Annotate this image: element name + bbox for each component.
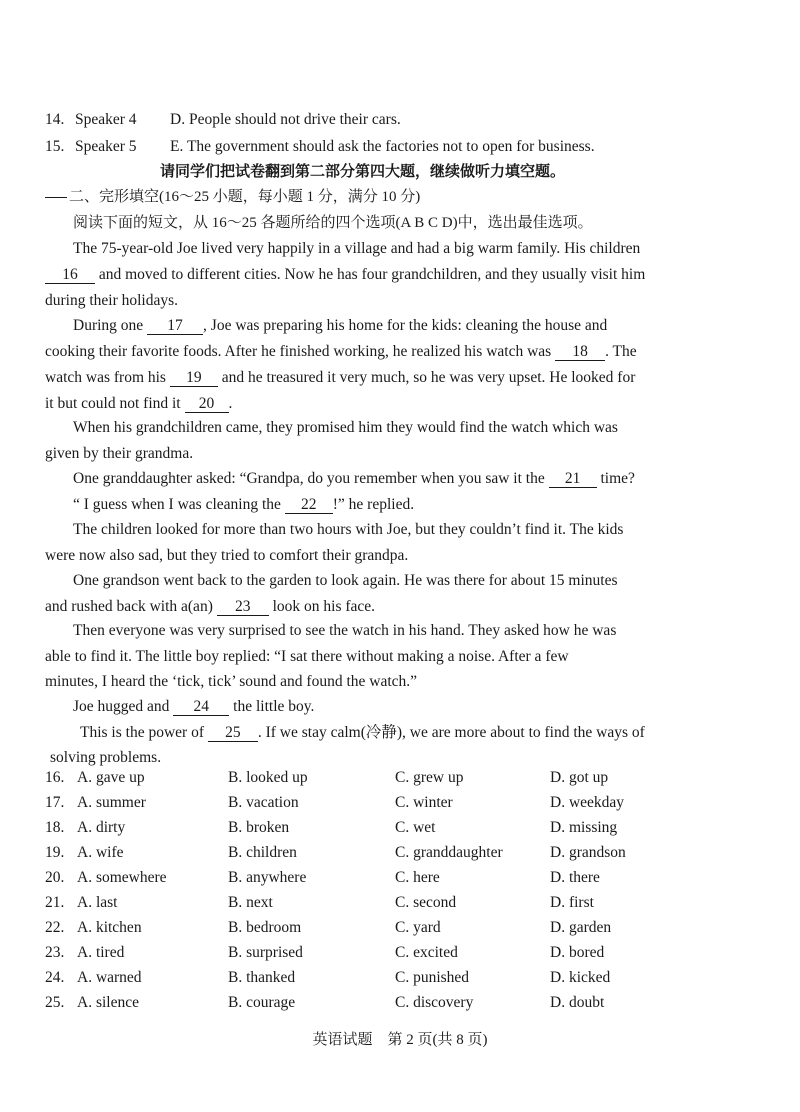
passage-text: . The: [605, 343, 637, 360]
passage-line: The 75-year-old Joe lived very happily in a village and had a big warm family. His children: [73, 240, 641, 257]
passage-text: . If we stay calm(冷静), we are more about to find the ways of: [257, 724, 645, 741]
passage-text: cooking their favorite foods. After he finished working, he realized his watch was: [45, 343, 556, 360]
option-c: C. excited: [395, 944, 458, 961]
passage-line: able to find it. The little boy replied: “I sat there without making a noise. After a few: [45, 648, 569, 665]
passage-text: and rushed back with a(an): [45, 598, 217, 615]
option-d: D. first: [550, 894, 594, 911]
option-a: A. silence: [77, 994, 139, 1011]
passage-text: .: [228, 395, 233, 412]
question-number: 18.: [45, 819, 65, 836]
passage-line: minutes, I heard the ‘tick, tick’ sound and found the watch.”: [45, 673, 418, 690]
question-number: 16.: [45, 769, 65, 786]
blank-22: 22: [285, 496, 333, 514]
option-b: B. bedroom: [228, 919, 302, 936]
option-a: A. gave up: [77, 769, 145, 786]
speaker-label: Speaker 5: [75, 138, 137, 155]
option-a: A. kitchen: [77, 919, 142, 936]
passage-text: “ I guess when I was cleaning the: [73, 496, 285, 513]
passage-line: solving problems.: [50, 749, 162, 766]
passage-line: [73, 469, 635, 489]
blank-18: 18: [555, 343, 605, 361]
option-c: C. here: [395, 869, 440, 886]
instruction-text: 阅读下面的短文，从 16～25 各题所给的四个选项(A B C D)中，选出最佳选项。: [73, 215, 593, 231]
passage-text: One granddaughter asked: “Grandpa, do you remember when you saw it the: [73, 470, 549, 487]
passage-text: During one: [73, 317, 148, 334]
question-number: 25.: [45, 994, 65, 1011]
option-c: C. granddaughter: [395, 844, 503, 861]
passage-text: look on his face.: [268, 598, 376, 615]
option-d: D. garden: [550, 919, 612, 936]
passage-line: [73, 316, 607, 336]
option-row: [45, 917, 745, 939]
passage-line: [45, 597, 375, 617]
passage-line: during their holidays.: [45, 292, 179, 309]
option-a: A. somewhere: [77, 869, 167, 886]
blank-25: 25: [208, 724, 258, 742]
option-row: [45, 842, 745, 864]
option-row: [45, 967, 745, 989]
question-number: 14.: [45, 111, 65, 128]
passage-line: The children looked for more than two hours with Joe, but they couldn’t find it. The kids: [73, 521, 624, 538]
section-title: [45, 187, 420, 207]
option-b: B. anywhere: [228, 869, 307, 886]
question-number: 19.: [45, 844, 65, 861]
passage-text: This is the power of: [80, 724, 208, 741]
passage-line: [45, 265, 645, 285]
page-footer: 英语试题 第 2 页(共 8 页): [312, 1032, 488, 1048]
option-d: D. weekday: [550, 794, 625, 811]
blank-19: 19: [170, 369, 218, 387]
option-b: B. children: [228, 844, 297, 861]
question-number: 24.: [45, 969, 65, 986]
option-b: B. looked up: [228, 769, 308, 786]
passage-line: Then everyone was very surprised to see the watch in his hand. They asked how he was: [73, 622, 617, 639]
section-dash: [45, 197, 67, 198]
option-c: C. grew up: [395, 769, 464, 786]
passage-text: !” he replied.: [332, 496, 415, 513]
passage-text: the little boy.: [229, 698, 315, 715]
matching-option: E. The government should ask the factories not to open for business.: [170, 138, 595, 155]
blank-20: 20: [185, 395, 229, 413]
option-c: C. yard: [395, 919, 441, 936]
question-number: 22.: [45, 919, 65, 936]
option-b: B. vacation: [228, 794, 299, 811]
option-row: [45, 792, 745, 814]
passage-text: it but could not find it: [45, 395, 185, 412]
option-row: [45, 767, 745, 789]
question-number: 23.: [45, 944, 65, 961]
blank-23: 23: [217, 598, 269, 616]
passage-line: [73, 697, 314, 717]
passage-text: time?: [596, 470, 635, 487]
option-c: C. winter: [395, 794, 453, 811]
option-b: B. courage: [228, 994, 296, 1011]
option-row: [45, 817, 745, 839]
matching-row: [45, 110, 401, 130]
passage-line: One grandson went back to the garden to look again. He was there for about 15 minutes: [73, 572, 618, 589]
option-a: A. warned: [77, 969, 142, 986]
option-d: D. grandson: [550, 844, 626, 861]
passage-line: were now also sad, but they tried to comfort their grandpa.: [45, 547, 409, 564]
blank-16: 16: [45, 266, 95, 284]
option-b: B. thanked: [228, 969, 296, 986]
passage-text: Joe hugged and: [73, 698, 174, 715]
passage-line: [45, 394, 232, 414]
option-d: D. kicked: [550, 969, 611, 986]
question-number: 15.: [45, 138, 65, 155]
passage-text: watch was from his: [45, 369, 170, 386]
option-c: C. discovery: [395, 994, 474, 1011]
passage-text: and moved to different cities. Now he has four grandchildren, and they usually visit him: [95, 266, 646, 283]
matching-option: D. People should not drive their cars.: [170, 111, 401, 128]
option-a: A. last: [77, 894, 118, 911]
option-a: A. tired: [77, 944, 125, 961]
passage-line: [80, 723, 645, 743]
option-d: D. doubt: [550, 994, 605, 1011]
question-number: 20.: [45, 869, 65, 886]
option-d: D. bored: [550, 944, 605, 961]
option-a: A. wife: [77, 844, 124, 861]
passage-line: given by their grandma.: [45, 445, 194, 462]
option-c: C. second: [395, 894, 457, 911]
passage-text: , Joe was preparing his home for the kids: cleaning the house and: [203, 317, 608, 334]
option-b: B. surprised: [228, 944, 303, 961]
blank-17: 17: [147, 317, 203, 335]
option-b: B. broken: [228, 819, 290, 836]
option-row: [45, 892, 745, 914]
passage-line: When his grandchildren came, they promised him they would find the watch which was: [73, 419, 618, 436]
option-row: [45, 942, 745, 964]
passage-line: [45, 342, 637, 362]
question-number: 21.: [45, 894, 65, 911]
option-b: B. next: [228, 894, 273, 911]
option-d: D. missing: [550, 819, 618, 836]
option-row: [45, 867, 745, 889]
matching-row: [45, 137, 595, 157]
option-c: C. punished: [395, 969, 470, 986]
blank-24: 24: [173, 698, 229, 716]
option-d: D. got up: [550, 769, 609, 786]
option-d: D. there: [550, 869, 600, 886]
notice-text: 请同学们把试卷翻到第二部分第四大题，继续做听力填空题。: [160, 164, 566, 180]
passage-line: [45, 368, 635, 388]
question-number: 17.: [45, 794, 65, 811]
section-title-text: 二、完形填空(16～25 小题，每小题 1 分，满分 10 分): [69, 189, 421, 205]
passage-line: [73, 495, 414, 515]
option-row: [45, 992, 745, 1014]
option-a: A. dirty: [77, 819, 126, 836]
speaker-label: Speaker 4: [75, 111, 137, 128]
option-c: C. wet: [395, 819, 436, 836]
passage-text: and he treasured it very much, so he was very upset. He looked for: [217, 369, 636, 386]
option-a: A. summer: [77, 794, 146, 811]
blank-21: 21: [549, 470, 597, 488]
